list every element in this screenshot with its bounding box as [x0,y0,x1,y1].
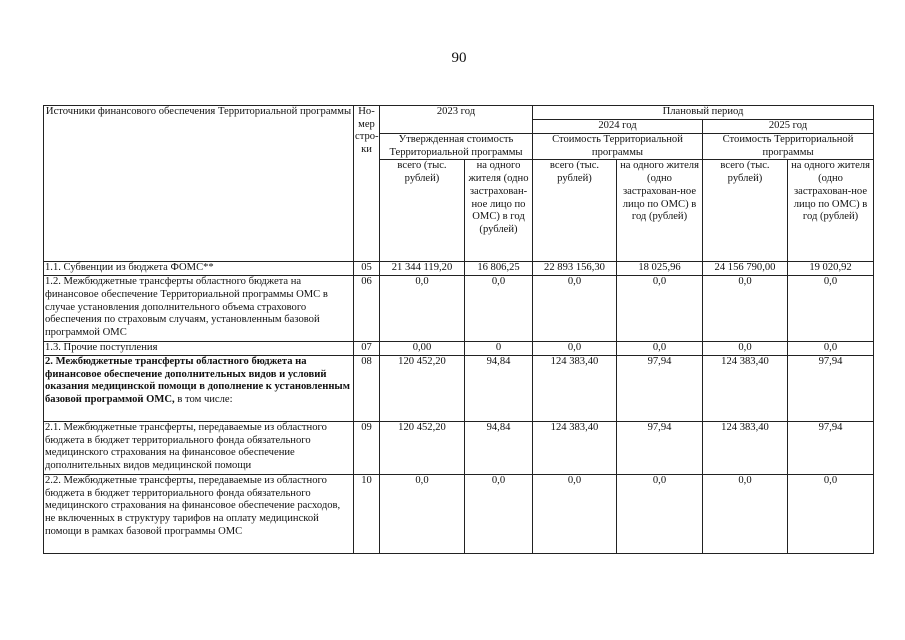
value-2023-per-person: 94,84 [465,355,533,421]
value-2023-per-person: 16 806,25 [465,262,533,276]
value-2023-per-person: 0,0 [465,276,533,342]
value-2025-per-person: 0,0 [788,342,874,356]
value-2025-total: 124 383,40 [703,421,788,474]
value-2024-total: 124 383,40 [533,355,617,421]
header-source-column: Источники финансового обеспечения Территориальной программы [44,106,354,262]
header-2025-per-person: на одного жителя (одно застрахован-ное лицо по ОМС) в год (рублей) [788,160,874,262]
value-2024-total: 22 893 156,30 [533,262,617,276]
header-cost-2025: Стоимость Территориальной программы [703,134,874,160]
header-2023-total: всего (тыс. рублей) [380,160,465,262]
header-cost-2024: Стоимость Территориальной программы [533,134,703,160]
value-2023-per-person: 0 [465,342,533,356]
header-2024-per-person: на одного жителя (одно застрахован-ное лицо по ОМС) в год (рублей) [617,160,703,262]
row-label: 2.1. Межбюджетные трансферты, передаваемые из областного бюджета в бюджет территориального фонда обязательного медицинского страхования на финансовое обеспечение дополнительных видов медицинской помощи [44,421,354,474]
row-label [44,355,354,421]
value-2024-per-person: 0,0 [617,342,703,356]
value-2025-per-person: 19 020,92 [788,262,874,276]
value-2025-total: 0,0 [703,474,788,553]
value-2024-total: 0,0 [533,474,617,553]
header-year-2024: 2024 год [533,120,703,134]
value-2024-per-person: 0,0 [617,474,703,553]
value-2023-total: 0,00 [380,342,465,356]
header-year-2023: 2023 год [380,106,533,134]
value-2023-total: 0,0 [380,276,465,342]
value-2023-total: 120 452,20 [380,355,465,421]
value-2023-per-person: 0,0 [465,474,533,553]
row-label-tail: в том числе: [174,393,233,405]
row-number: 09 [354,421,380,474]
table-row [44,421,874,474]
row-label-bold: 2. Межбюджетные трансферты областного бюджета на финансовое обеспечение дополнительных видов и условий оказания медицинской помощи в дополнение к установленным базовой программой ОМС, [45,355,350,405]
value-2025-per-person: 0,0 [788,474,874,553]
row-label: 1.1. Субвенции из бюджета ФОМС** [44,262,354,276]
value-2024-per-person: 97,94 [617,355,703,421]
table-body [44,262,874,553]
header-2023-per-person: на одного жителя (одно застрахован-ное лицо по ОМС) в год (рублей) [465,160,533,262]
value-2025-total: 0,0 [703,276,788,342]
value-2023-per-person: 94,84 [465,421,533,474]
header-2025-total: всего (тыс. рублей) [703,160,788,262]
row-label: 1.3. Прочие поступления [44,342,354,356]
header-approved-cost: Утвержденная стоимость Территориальной программы [380,134,533,160]
row-number: 06 [354,276,380,342]
header-year-2025: 2025 год [703,120,874,134]
value-2024-total: 124 383,40 [533,421,617,474]
value-2024-total: 0,0 [533,276,617,342]
row-number: 10 [354,474,380,553]
page-number: 90 [451,50,467,66]
value-2023-total: 120 452,20 [380,421,465,474]
row-number: 05 [354,262,380,276]
value-2024-per-person: 97,94 [617,421,703,474]
table-row [44,474,874,553]
value-2024-per-person: 18 025,96 [617,262,703,276]
row-number: 07 [354,342,380,356]
header-2024-total: всего (тыс. рублей) [533,160,617,262]
value-2024-total: 0,0 [533,342,617,356]
financing-sources-table [43,105,874,554]
value-2025-total: 24 156 790,00 [703,262,788,276]
value-2025-per-person: 97,94 [788,355,874,421]
value-2025-total: 124 383,40 [703,355,788,421]
table-row [44,355,874,421]
value-2025-per-person: 97,94 [788,421,874,474]
row-label: 1.2. Межбюджетные трансферты областного бюджета на финансовое обеспечение Территориальной программы ОМС в случае установления дополнительного объема страхового обеспечения по страховым случаям, установленным базовой программой ОМС [44,276,354,342]
value-2024-per-person: 0,0 [617,276,703,342]
header-planning-period: Плановый период [533,106,874,120]
value-2025-per-person: 0,0 [788,276,874,342]
row-label: 2.2. Межбюджетные трансферты, передаваемые из областного бюджета в бюджет территориального фонда обязательного медицинского страхования на финансовое обеспечение расходов, не включенных в структуру тарифов на оплату медицинской помощи в рамках базовой программы ОМС [44,474,354,553]
value-2023-total: 0,0 [380,474,465,553]
table-header [44,106,874,262]
header-row-number-column: Но-мер стро-ки [354,106,380,262]
value-2023-total: 21 344 119,20 [380,262,465,276]
table-row [44,262,874,276]
table-row [44,342,874,356]
value-2025-total: 0,0 [703,342,788,356]
table-row [44,276,874,342]
row-number: 08 [354,355,380,421]
